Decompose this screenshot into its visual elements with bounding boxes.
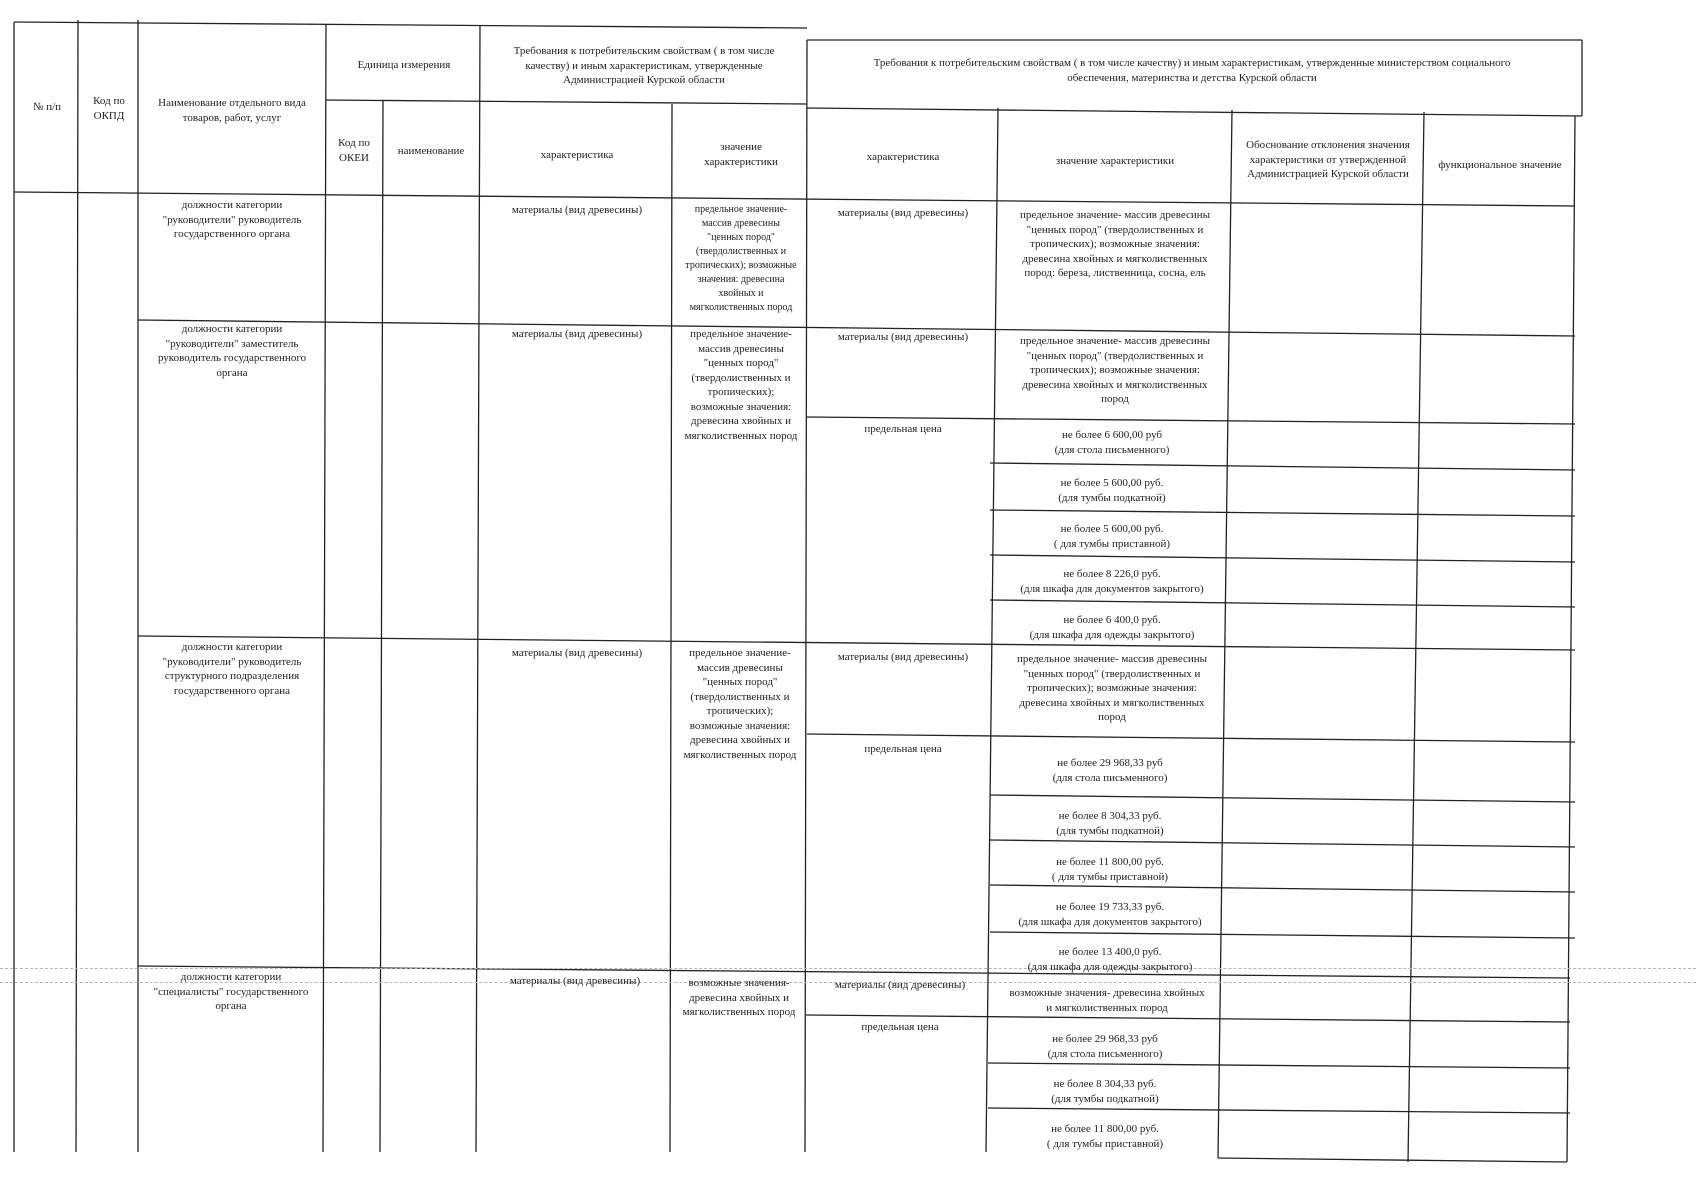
row-admin-characteristic: материалы (вид древесины) <box>511 328 643 340</box>
row-name-head: должности категории "руководители" руководитель государственного органа <box>162 199 302 240</box>
price-value: не более 11 800,00 руб. ( для тумбы приставной) <box>1051 856 1169 883</box>
row-ministry-characteristic: материалы (вид древесины) <box>837 331 969 343</box>
row-ministry-characteristic: материалы (вид древесины) <box>837 207 969 219</box>
row-ministry-characteristic: материалы (вид древесины) <box>837 651 969 663</box>
price-value: не более 29 968,33 руб (для стола письменного) <box>1052 757 1168 784</box>
header-characteristic-value: значение характеристики <box>704 141 778 168</box>
price-value: не более 11 800,00 руб. ( для тумбы приставной) <box>1046 1123 1164 1150</box>
row-ministry-characteristic: материалы (вид древесины) <box>834 979 966 991</box>
row-name-department-head: должности категории "руководители" руководитель структурного подразделения государственного органа <box>162 641 302 697</box>
row-admin-characteristic: материалы (вид древесины) <box>509 975 641 987</box>
price-value: не более 5 600,00 руб. ( для тумбы приставной) <box>1053 523 1171 550</box>
header-unit-group: Единица измерения <box>357 59 451 71</box>
price-value: не более 8 304,33 руб. (для тумбы подкатной) <box>1056 810 1164 837</box>
price-value: не более 29 968,33 руб (для стола письменного) <box>1047 1033 1163 1060</box>
price-value: не более 19 733,33 руб. (для шкафа для документов закрытого) <box>1018 901 1202 928</box>
price-value: не более 8 226,0 руб. (для шкафа для документов закрытого) <box>1020 568 1204 595</box>
row-name-deputy: должности категории "руководители" заместитель руководитель государственного органа <box>157 323 307 379</box>
price-value: не более 13 400,0 руб. (для шкафа для одежды закрытого) <box>1027 946 1193 973</box>
row-ministry-value: возможные значения- древесина хвойных и мягколиственных пород <box>1009 987 1205 1014</box>
header-characteristic: характеристика <box>540 149 614 161</box>
row-admin-value: предельное значение- массив древесины "ценных пород" (твердолиственных и тропических); возможные значения: древесина хвойных и мягколиственных пород <box>685 204 797 313</box>
row-admin-value: предельное значение- массив древесины "ценных пород" (твердолиственных и тропических); возможные значения: древесина хвойных и мягколиственных пород <box>684 328 798 442</box>
header-functional: функциональное значение <box>1438 159 1562 171</box>
row-admin-value: возможные значения- древесина хвойных и мягколиственных пород <box>682 977 796 1018</box>
price-value: не более 6 600,00 руб (для стола письменного) <box>1054 429 1170 456</box>
row-admin-value: предельное значение- массив древесины "ценных пород" (твердолиственных и тропических); возможные значения: древесина хвойных и мягколиственных пород <box>683 647 797 761</box>
row-price-characteristic: предельная цена <box>861 1021 939 1033</box>
row-admin-characteristic: материалы (вид древесины) <box>511 647 643 659</box>
header-ministry-value: значение характеристики <box>1055 155 1175 167</box>
row-ministry-value: предельное значение- массив древесины "ценных пород" (твердолиственных и тропических); возможные значения: древесина хвойных и мягколиственных пород: береза, лиственница, сосна, ель <box>1019 209 1211 279</box>
header-num: № п/п <box>32 101 62 113</box>
row-name-specialists: должности категории "специалисты" государственного органа <box>153 971 309 1012</box>
header-unit-code: Код по ОКЕИ <box>338 137 370 164</box>
header-okpd: Код по ОКПД <box>93 95 125 122</box>
header-req-admin: Требования к потребительским свойствам ( в том числе качеству) и иным характеристикам, утвержденные Администрацией Курской области <box>513 45 775 86</box>
row-ministry-value: предельное значение- массив древесины "ценных пород" (твердолиственных и тропических); возможные значения: древесина хвойных и мягколиственных пород <box>1016 653 1208 723</box>
price-value: не более 6 400,0 руб. (для шкафа для одежды закрытого) <box>1029 614 1195 641</box>
header-justification: Обоснование отклонения значения характеристики от утвержденной Администрацией Курской области <box>1246 139 1410 180</box>
row-price-characteristic: предельная цена <box>864 423 942 435</box>
row-price-characteristic: предельная цена <box>864 743 942 755</box>
header-ministry-characteristic: характеристика <box>866 151 940 163</box>
header-req-ministry: Требования к потребительским свойствам ( в том числе качеству) и иным характеристикам, утвержденные министерством социального обеспечения, материнства и детства Курской области <box>873 57 1511 84</box>
row-admin-characteristic: материалы (вид древесины) <box>511 204 643 216</box>
row-ministry-value: предельное значение- массив древесины "ценных пород" (твердолиственных и тропических); возможные значения: древесина хвойных и мягколиственных пород <box>1019 335 1211 405</box>
price-value: не более 8 304,33 руб. (для тумбы подкатной) <box>1051 1078 1159 1105</box>
header-unit-name: наименование <box>397 145 465 157</box>
price-value: не более 5 600,00 руб. (для тумбы подкатной) <box>1058 477 1166 504</box>
header-item-name: Наименование отдельного вида товаров, работ, услуг <box>158 97 306 124</box>
